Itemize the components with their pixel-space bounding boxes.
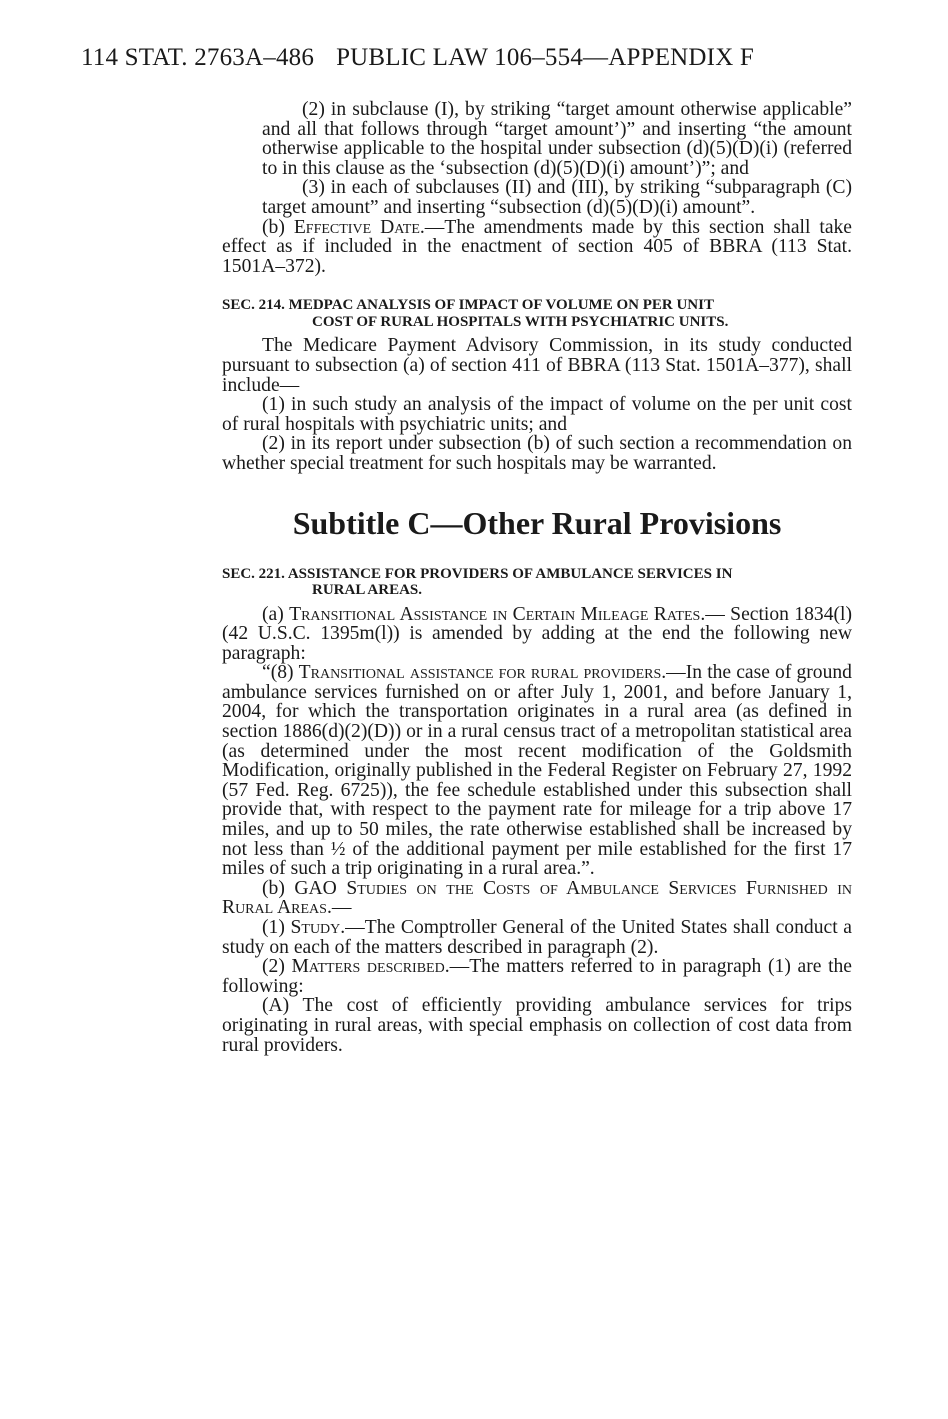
section-221-b-1-heading: Study xyxy=(290,917,341,938)
section-221-a-heading: Transitional Assistance in Certain Mileage Rates xyxy=(289,603,701,625)
section-221-b-1-text: .—The Comptroller General of the United States shall conduct a study on each of the matters described in paragraph (2). xyxy=(222,917,852,958)
paragraph-2: (2) in subclause (I), by striking “target amount otherwise applicable” and all that follows through “target amount’)” and inserting “the amount otherwise applicable to the hospital under subsection (d)(5)(D)(i) (referred to in this clause as the ‘subsection (d)(5)(D)(i) amount’)”; and xyxy=(262,99,852,179)
stat-citation: 114 STAT. 2763A–486 xyxy=(81,44,315,71)
effective-date-label: (b) xyxy=(262,216,294,238)
law-title: PUBLIC LAW 106–554—APPENDIX F xyxy=(336,44,755,71)
effective-date-heading: Effective Date xyxy=(293,216,420,238)
section-221-b-2-A: (A) The cost of efficiently providing ambulance services for trips originating in rural areas, with special emphasis on collection of cost data from rural providers. xyxy=(222,995,852,1056)
subtitle-heading: Subtitle C—Other Rural Provisions xyxy=(292,504,782,541)
page-body xyxy=(222,100,852,1055)
section-221-b-text: .— xyxy=(326,897,352,919)
section-221-heading xyxy=(222,566,852,599)
section-214-item-2: (2) in its report under subsection (b) of such section a recommendation on whether special treatment for such hospitals may be warranted. xyxy=(222,433,852,474)
paragraph-3: (3) in each of subclauses (II) and (III), by striking “subparagraph (C) target amount” and inserting “subsection (d)(5)(D)(i) amount”. xyxy=(262,177,852,218)
section-214-heading xyxy=(222,297,852,330)
section-221-b-2-heading: Matters described xyxy=(291,956,445,978)
section-221-a xyxy=(222,605,852,664)
quoted-paragraph-8-label: “(8) xyxy=(262,662,299,684)
section-221-b-label: (b) xyxy=(262,877,295,899)
section-214-heading-line1: SEC. 214. MEDPAC ANALYSIS OF IMPACT OF VOLUME ON PER UNIT xyxy=(222,297,714,314)
section-214-item-1: (1) in such study an analysis of the impact of volume on the per unit cost of rural hospitals with psychiatric units; and xyxy=(222,394,852,435)
section-221-b-1 xyxy=(222,918,852,957)
section-221-b-2-label: (2) xyxy=(262,956,292,978)
section-221-b xyxy=(222,879,852,918)
section-221-a-label: (a) xyxy=(262,603,290,625)
section-214-intro: The Medicare Payment Advisory Commission, in its study conducted pursuant to subsection (a) of section 411 of BBRA (113 Stat. 1501A–377), shall include— xyxy=(222,335,852,396)
section-221-a-text: .— Section 1834(l) (42 U.S.C. 1395m(l)) is amended by adding at the end the following new paragraph: xyxy=(222,603,852,664)
quoted-paragraph-8-heading: Transitional assistance for rural providers xyxy=(298,662,662,684)
section-221-b-2-text: .—The matters referred to in paragraph (1) are the following: xyxy=(222,956,853,997)
section-221-b-heading: GAO Studies on the Costs of Ambulance Services Furnished in Rural Areas xyxy=(222,877,853,919)
section-221-heading-line1: SEC. 221. ASSISTANCE FOR PROVIDERS OF AMBULANCE SERVICES IN xyxy=(222,565,733,582)
section-221-b-1-label: (1) xyxy=(262,917,291,938)
quoted-paragraph-8-text: .—In the case of ground ambulance services furnished on or after July 1, 2001, and before January 1, 2004, for which the transportation originates in a rural area (as defined in section 1886(d)(2)(D)) or in a rural census tract of a metropolitan statistical area (as determined under the most recent modification of the Goldsmith Modification, originally published in the Federal Register on February 27, 1992 (57 Fed. Reg. 6725)), the fee schedule established under this subsection shall provide that, with respect to the payment rate for mileage for a trip above 17 miles, and up to 50 miles, the rate otherwise established shall be increased by not less than ½ of the additional payment per mile established for the first 17 miles of such a trip originating in a rural area.”. xyxy=(222,662,852,880)
effective-date-paragraph xyxy=(222,218,852,277)
section-221-b-2 xyxy=(222,957,852,996)
effective-date-text: .—The amendments made by this section shall take effect as if included in the enactment of section 405 of BBRA (113 Stat. 1501A–372). xyxy=(222,216,853,277)
page-header xyxy=(81,44,861,72)
section-214-heading-line2: COST OF RURAL HOSPITALS WITH PSYCHIATRIC UNITS. xyxy=(312,313,729,330)
quoted-paragraph-8 xyxy=(222,663,852,879)
section-221-heading-line2: RURAL AREAS. xyxy=(312,582,423,598)
